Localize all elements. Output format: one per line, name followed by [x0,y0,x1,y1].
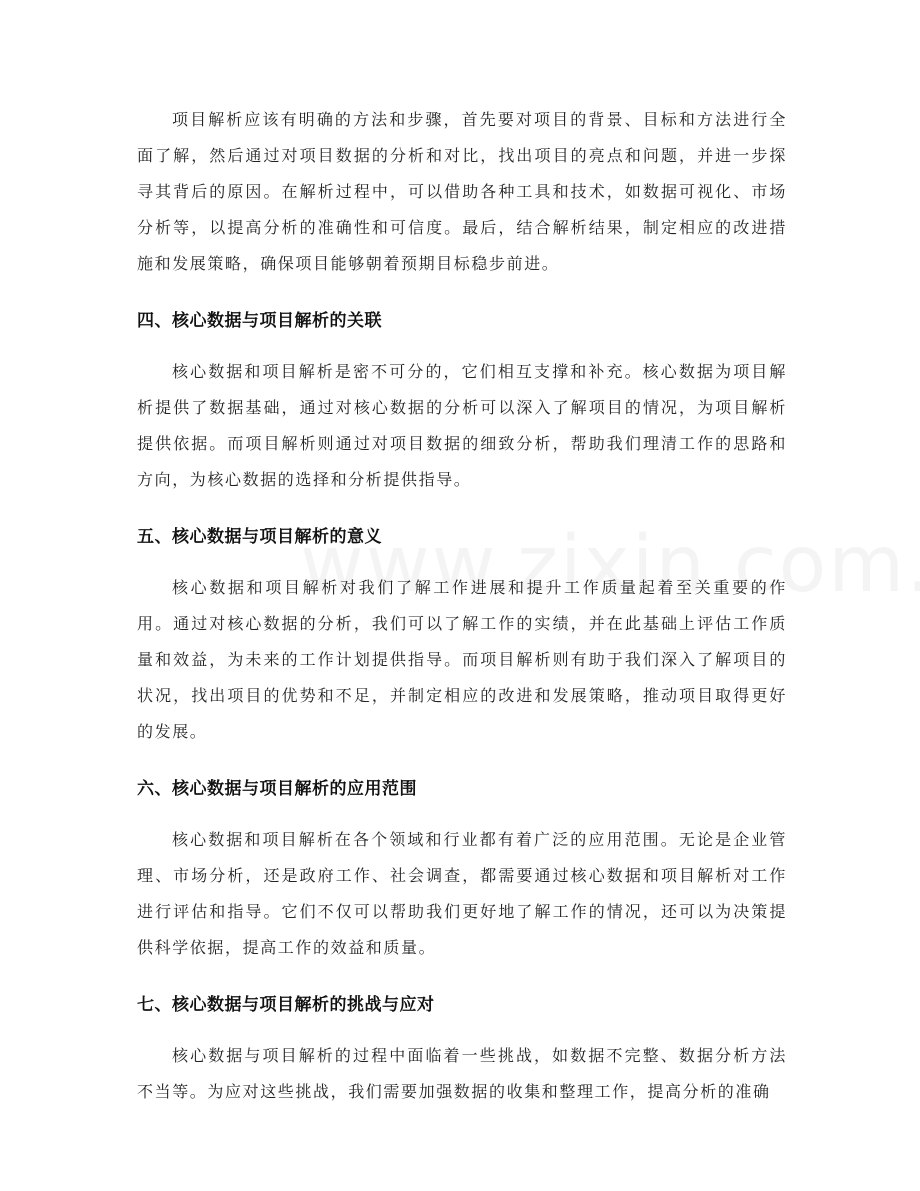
intro-paragraph: 项目解析应该有明确的方法和步骤，首先要对项目的背景、目标和方法进行全面了解，然后通过对项目数据的分析和对比，找出项目的亮点和问题，并进一步探寻其背后的原因。在解析过程中，可以借助各种工具和技术，如数据可视化、市场分析等，以提高分析的准确性和可信度。最后，结合解析结果，制定相应的改进措施和发展策略，确保项目能够朝着预期目标稳步前进。 [137,110,787,273]
section-heading-4: 四、核心数据与项目解析的关联 [137,311,382,331]
section-paragraph-5: 核心数据和项目解析对我们了解工作进展和提升工作质量起着至关重要的作用。通过对核心数据的分析，我们可以了解工作的实绩，并在此基础上评估工作质量和效益，为未来的工作计划提供指导。而项目解析则有助于我们深入了解项目的状况，找出项目的优势和不足，并制定相应的改进和发展策略，推动项目取得更好的发展。 [137,578,787,741]
section-paragraph-7: 核心数据与项目解析的过程中面临着一些挑战，如数据不完整、数据分析方法不当等。为应对这些挑战，我们需要加强数据的收集和整理工作，提高分析的准确 [137,1046,787,1101]
section-paragraph-6: 核心数据和项目解析在各个领域和行业都有着广泛的应用范围。无论是企业管理、市场分析，还是政府工作、社会调查，都需要通过核心数据和项目解析对工作进行评估和指导。它们不仅可以帮助我们更好地了解工作的情况，还可以为决策提供科学依据，提高工作的效益和质量。 [137,830,787,957]
section-heading-7: 七、核心数据与项目解析的挑战与应对 [137,995,435,1015]
section-paragraph-4: 核心数据和项目解析是密不可分的，它们相互支撑和补充。核心数据为项目解析提供了数据基础，通过对核心数据的分析可以深入了解项目的情况，为项目解析提供依据。而项目解析则通过对项目数据的细致分析，帮助我们理清工作的思路和方向，为核心数据的选择和分析提供指导。 [137,362,787,489]
document-body [137,102,787,1110]
section-heading-5: 五、核心数据与项目解析的意义 [137,527,382,547]
section-heading-6: 六、核心数据与项目解析的应用范围 [137,779,417,799]
